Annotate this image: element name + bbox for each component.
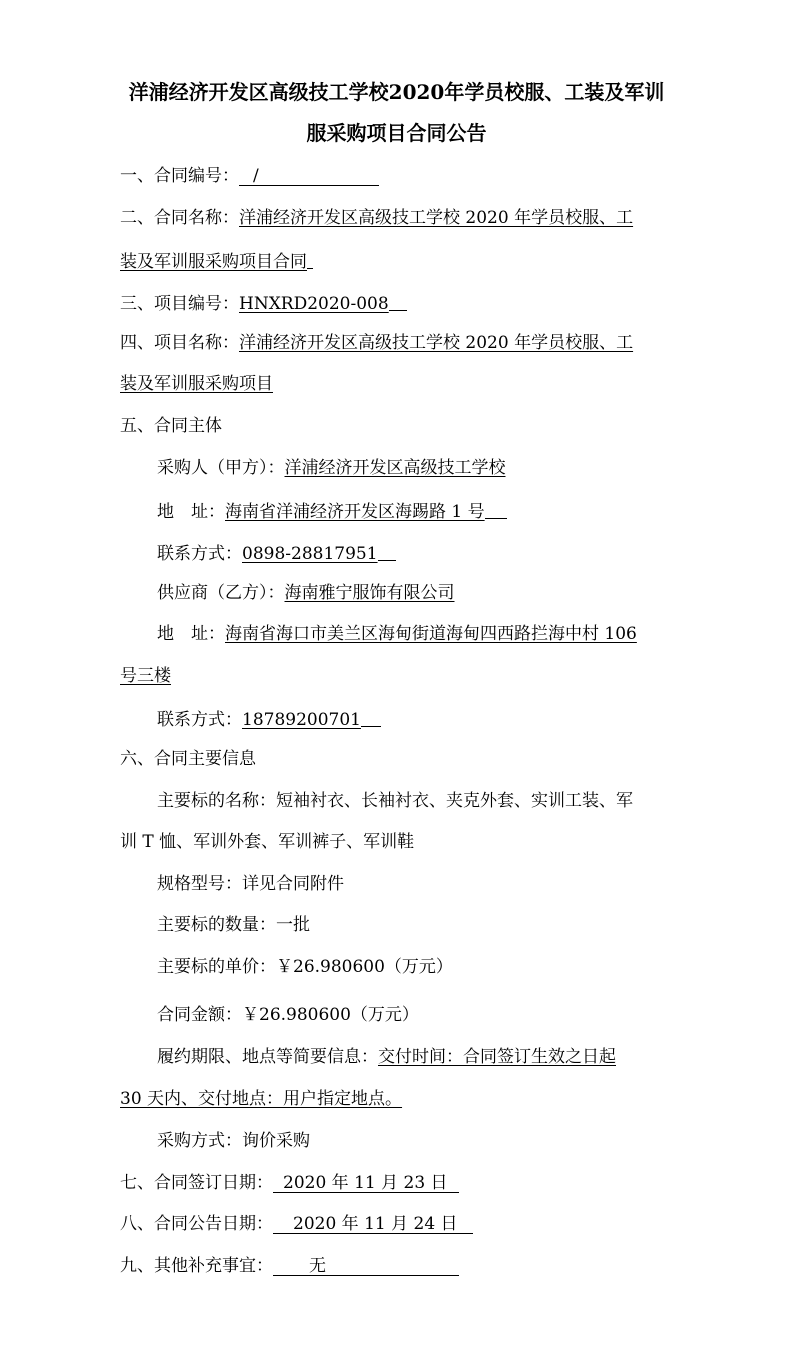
contract-number-value: / [239, 167, 379, 186]
delivery-row [157, 1046, 616, 1068]
delivery-value-line-1: 交付时间：合同签订生效之日起 [378, 1047, 616, 1067]
project-number-label: 三、项目编号： [120, 294, 239, 314]
contract-amount-row: 合同金额：￥26.980600（万元） [157, 1005, 419, 1025]
project-number-row [120, 290, 407, 315]
buyer-label: 采购人（甲方）： [157, 458, 285, 478]
document-title-line-2: 服采购项目合同公告 [306, 121, 487, 145]
contract-number-label: 一、合同编号： [120, 166, 239, 186]
project-number-value: HNXRD2020-008 [239, 294, 389, 314]
supplier-label: 供应商（乙方）： [157, 583, 285, 603]
spec-row: 规格型号：详见合同附件 [157, 874, 344, 894]
supplier-address-value-line-2: 号三楼 [120, 666, 171, 686]
item-name-line-2: 训 T 恤、军训外套、军训裤子、军训鞋 [120, 832, 415, 852]
supplementary-label: 九、其他补充事宜： [120, 1256, 273, 1276]
contract-name-value-line-1: 洋浦经济开发区高级技工学校 2020 年学员校服、工 [239, 208, 634, 228]
contract-name-row-cont [120, 248, 313, 273]
buyer-value: 洋浦经济开发区高级技工学校 [284, 458, 506, 478]
buyer-address-row [157, 498, 507, 523]
sign-date-value: 2020 年 11 月 23 日 [273, 1174, 459, 1193]
project-name-label: 四、项目名称： [120, 333, 239, 353]
main-info-heading: 六、合同主要信息 [120, 749, 256, 769]
supplementary-value: 无 [273, 1257, 459, 1276]
buyer-contact-label: 联系方式： [157, 544, 242, 564]
supplier-contact-row [157, 706, 381, 731]
supplier-address-row [157, 623, 637, 645]
sign-date-label: 七、合同签订日期： [120, 1173, 273, 1193]
project-name-value-line-1: 洋浦经济开发区高级技工学校 2020 年学员校服、工 [239, 333, 634, 353]
document-title-line-1: 洋浦经济开发区高级技工学校2020年学员校服、工装及军训 [128, 80, 665, 104]
supplier-row [157, 582, 455, 604]
contract-number-row [120, 165, 379, 187]
supplier-contact-value: 18789200701 [242, 710, 361, 730]
contract-name-value-line-2: 装及军训服采购项目合同 [120, 252, 307, 272]
buyer-contact-value: 0898-28817951 [242, 544, 378, 564]
project-name-row-cont [120, 373, 273, 395]
buyer-address-value: 海南省洋浦经济开发区海踢路 1 号 [225, 502, 485, 522]
announce-date-label: 八、合同公告日期： [120, 1214, 273, 1234]
supplier-address-row-cont [120, 665, 171, 687]
contract-name-row [120, 207, 633, 229]
supplementary-row [120, 1255, 459, 1277]
supplier-address-label: 地 址： [157, 624, 225, 644]
delivery-label: 履约期限、地点等简要信息： [157, 1047, 378, 1067]
contract-parties-heading: 五、合同主体 [120, 416, 222, 436]
project-name-row [120, 332, 633, 354]
supplier-address-value-line-1: 海南省海口市美兰区海甸街道海甸四西路拦海中村 106 [225, 624, 637, 644]
project-name-value-line-2: 装及军训服采购项目 [120, 374, 273, 394]
delivery-value-line-2: 30 天内、交付地点：用户指定地点。 [120, 1089, 403, 1109]
unit-price-row: 主要标的单价：￥26.980600（万元） [157, 957, 453, 977]
supplier-value: 海南雅宁服饰有限公司 [284, 583, 455, 603]
sign-date-row [120, 1172, 459, 1194]
item-name-line-1: 主要标的名称：短袖衬衣、长袖衬衣、夹克外套、实训工装、军 [157, 791, 633, 811]
supplier-contact-label: 联系方式： [157, 710, 242, 730]
announce-date-row [120, 1213, 473, 1235]
contract-name-label: 二、合同名称： [120, 208, 239, 228]
buyer-row [157, 457, 506, 479]
buyer-address-label: 地 址： [157, 502, 225, 522]
procurement-method-row: 采购方式：询价采购 [157, 1131, 310, 1151]
delivery-row-cont [120, 1088, 402, 1110]
buyer-contact-row [157, 540, 396, 565]
announce-date-value: 2020 年 11 月 24 日 [273, 1215, 473, 1234]
quantity-row: 主要标的数量：一批 [157, 915, 310, 935]
